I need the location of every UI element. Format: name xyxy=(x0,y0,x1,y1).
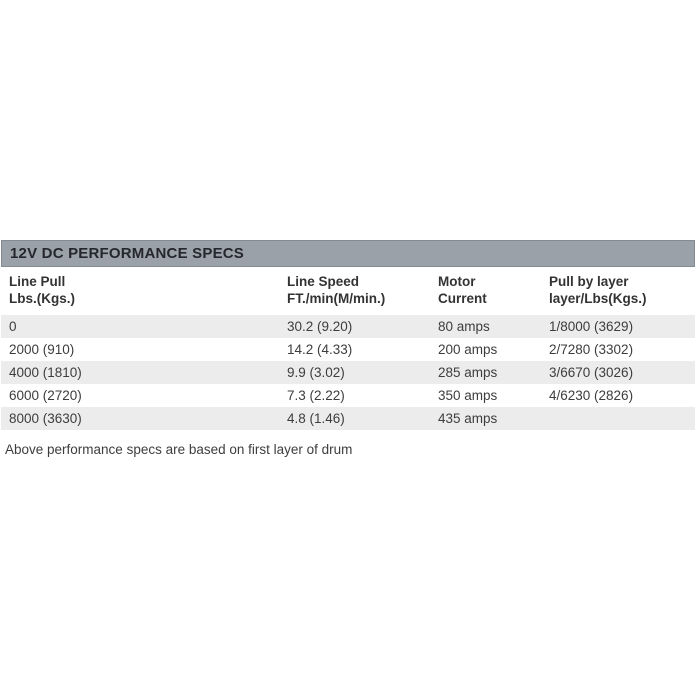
footnote: Above performance specs are based on first layer of drum xyxy=(5,442,353,457)
spec-table xyxy=(1,267,695,430)
table-row xyxy=(1,384,695,407)
cell-pull-by-layer: 4/6230 (2826) xyxy=(549,388,634,403)
table-row xyxy=(1,407,695,430)
cell-line-pull: 6000 (2720) xyxy=(9,388,82,403)
performance-specs-section xyxy=(1,240,695,457)
section-title: 12V DC PERFORMANCE SPECS xyxy=(10,245,245,262)
column-header-line1: Motor xyxy=(438,274,476,289)
table-row xyxy=(1,338,695,361)
cell-line-pull: 4000 (1810) xyxy=(9,365,82,380)
cell-line-pull: 8000 (3630) xyxy=(9,411,82,426)
cell-line-speed: 30.2 (9.20) xyxy=(287,319,353,334)
cell-pull-by-layer: 1/8000 (3629) xyxy=(549,319,634,334)
cell-pull-by-layer: 3/6670 (3026) xyxy=(549,365,634,380)
cell-pull-by-layer: 2/7280 (3302) xyxy=(549,342,634,357)
cell-motor-current: 285 amps xyxy=(438,365,498,380)
cell-line-speed: 14.2 (4.33) xyxy=(287,342,353,357)
column-header-line2: Current xyxy=(438,291,487,306)
column-header-line-pull xyxy=(1,273,287,307)
cell-motor-current: 350 amps xyxy=(438,388,498,403)
column-header-line2: layer/Lbs(Kgs.) xyxy=(549,291,647,306)
column-header-motor-current xyxy=(438,273,549,307)
cell-line-pull: 0 xyxy=(9,319,17,334)
cell-line-speed: 9.9 (3.02) xyxy=(287,365,345,380)
section-title-bar xyxy=(1,240,695,267)
column-header-line2: FT./min(M/min.) xyxy=(287,291,386,306)
cell-line-speed: 4.8 (1.46) xyxy=(287,411,345,426)
cell-motor-current: 200 amps xyxy=(438,342,498,357)
column-header-line-speed xyxy=(287,273,438,307)
cell-motor-current: 80 amps xyxy=(438,319,490,334)
column-header-line1: Pull by layer xyxy=(549,274,629,289)
column-header-line2: Lbs.(Kgs.) xyxy=(9,291,75,306)
table-row xyxy=(1,361,695,384)
cell-motor-current: 435 amps xyxy=(438,411,498,426)
table-header-row xyxy=(1,267,695,315)
column-header-pull-by-layer xyxy=(549,273,695,307)
column-header-line1: Line Pull xyxy=(9,274,66,289)
cell-line-pull: 2000 (910) xyxy=(9,342,75,357)
column-header-line1: Line Speed xyxy=(287,274,360,289)
cell-line-speed: 7.3 (2.22) xyxy=(287,388,345,403)
table-row xyxy=(1,315,695,338)
